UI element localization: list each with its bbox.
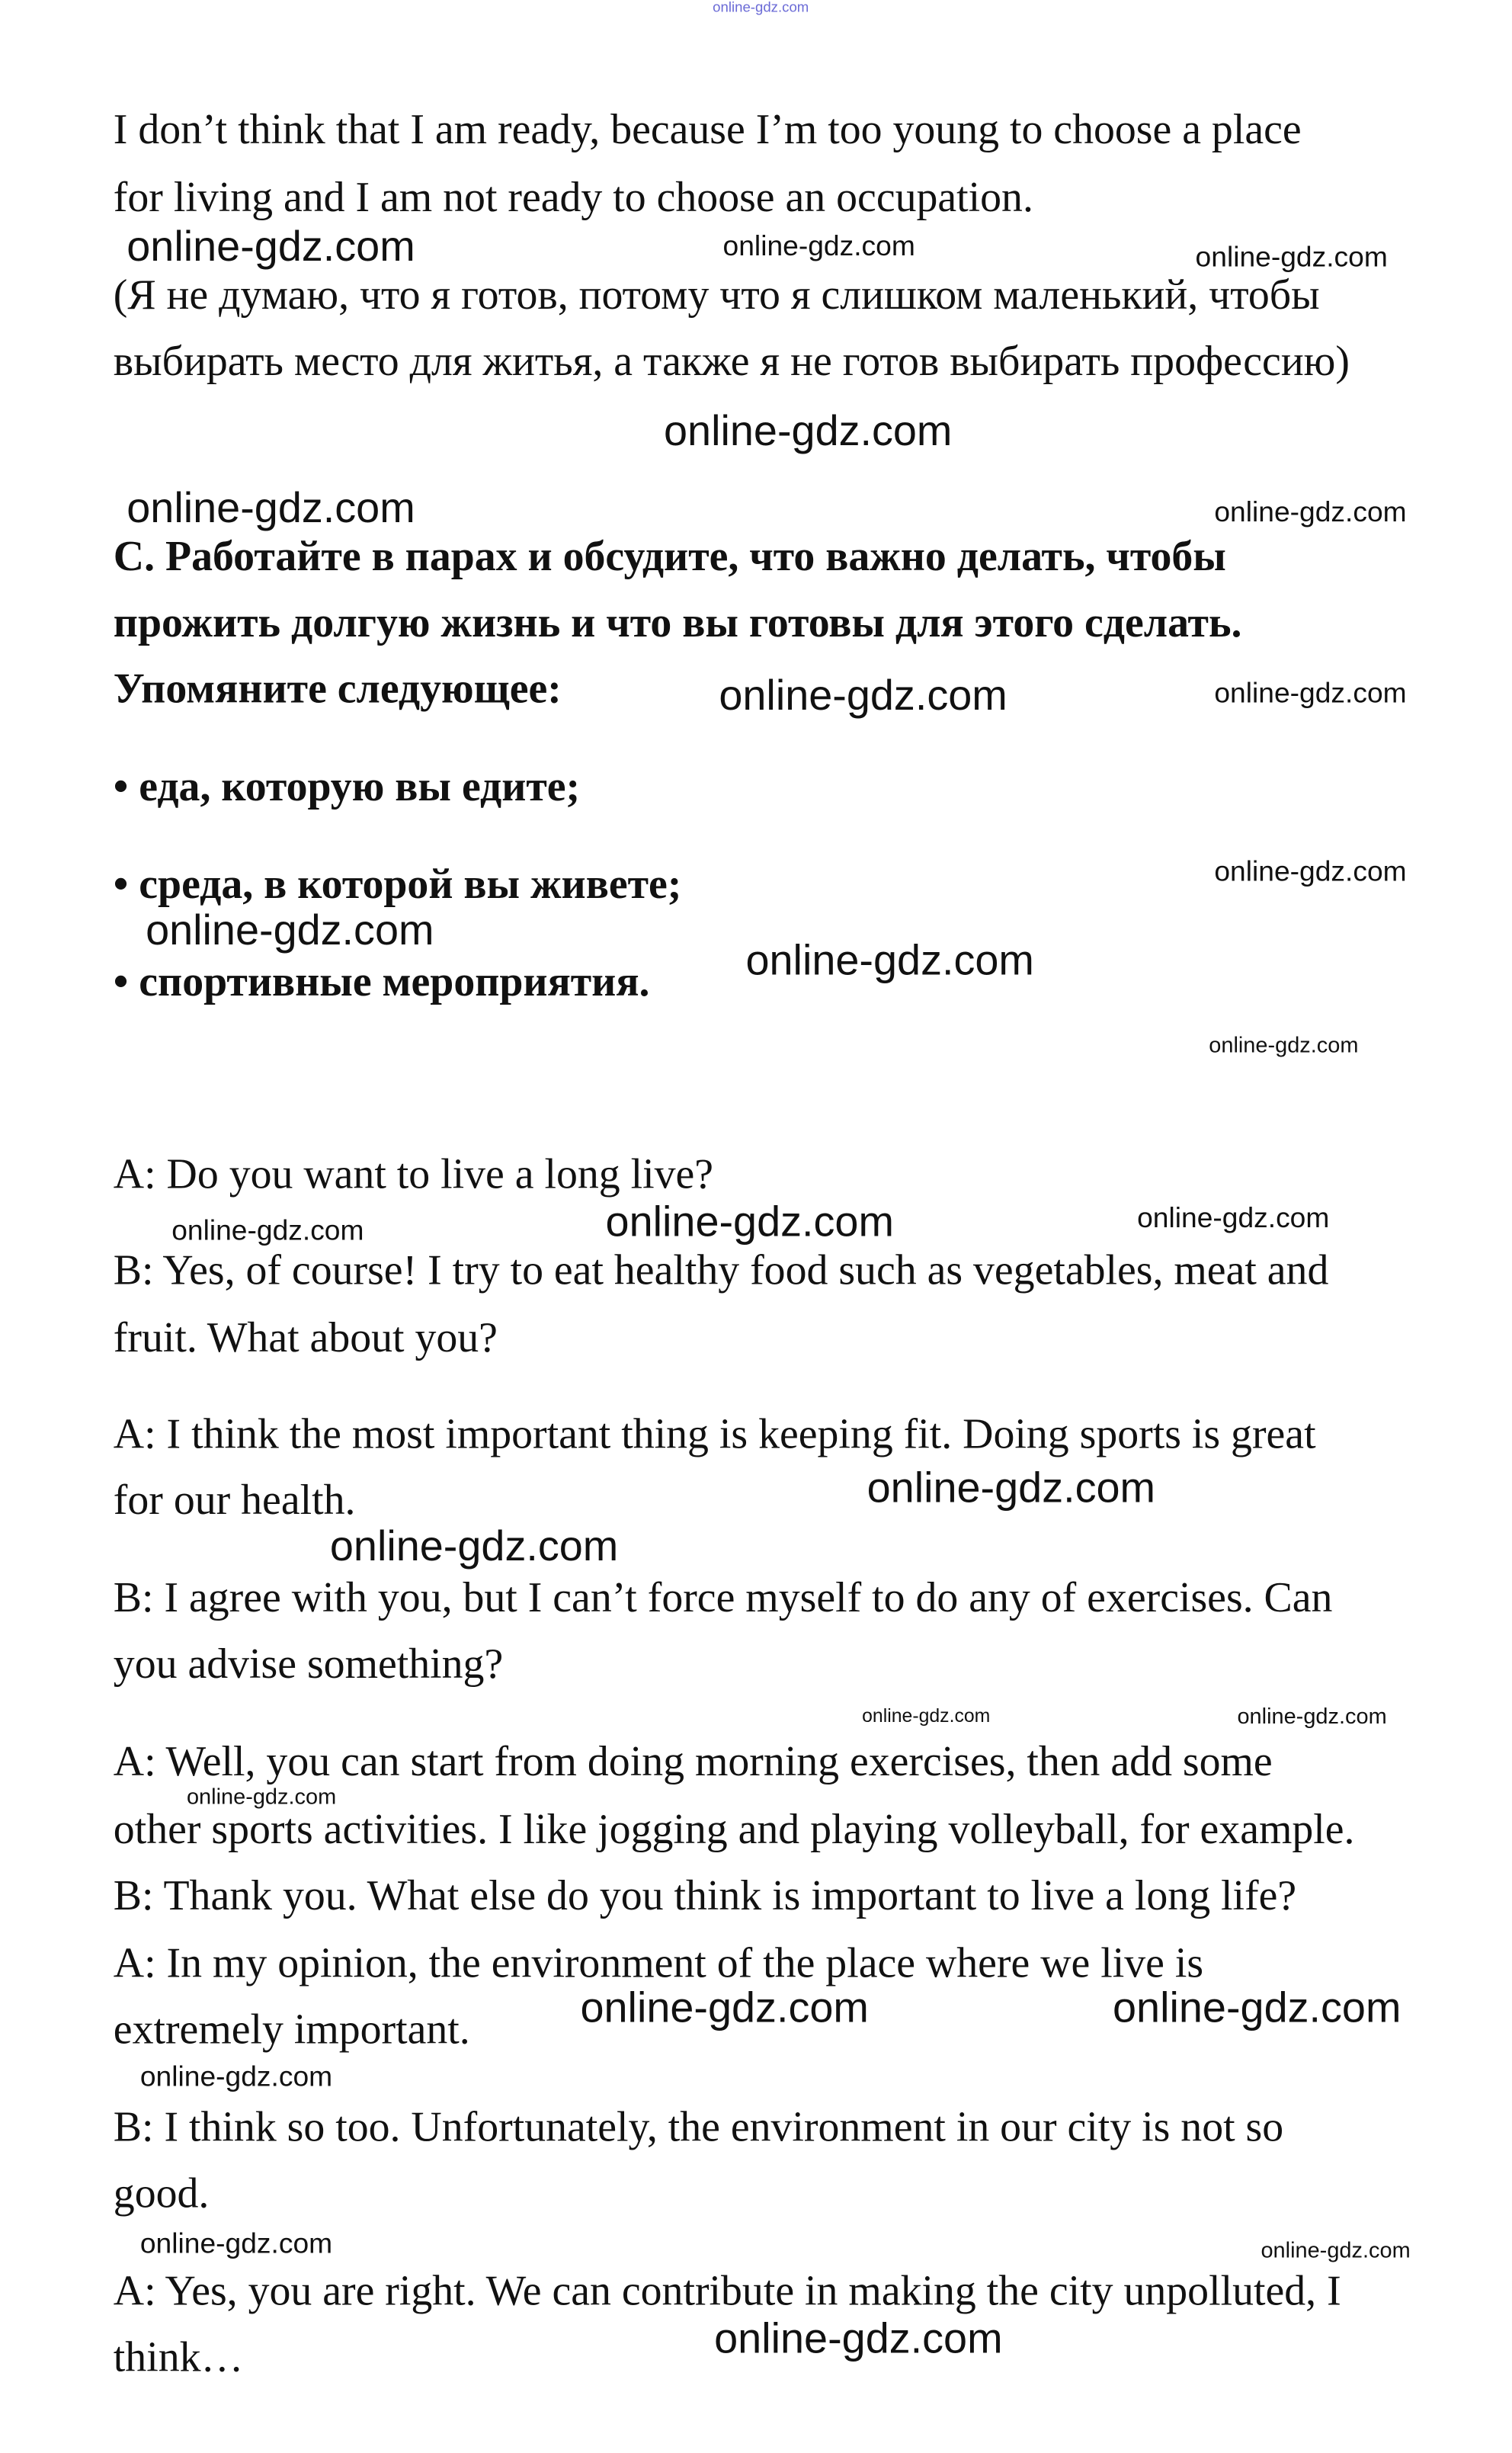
- dialogue-line: fruit. What about you?: [113, 1313, 498, 1361]
- answer-translation-line: (Я не думаю, что я готов, потому что я слишком маленький, чтобы: [113, 271, 1320, 319]
- task-heading: Упомяните следующее:: [113, 665, 562, 713]
- watermark: online-gdz.com: [1237, 1703, 1387, 1729]
- watermark: online-gdz.com: [1214, 496, 1407, 528]
- watermark: online-gdz.com: [1214, 855, 1407, 887]
- watermark: online-gdz.com: [722, 229, 915, 262]
- watermark: online-gdz.com: [127, 223, 415, 271]
- dialogue-line: B: I think so too. Unfortunately, the environment in our city is not so: [113, 2103, 1284, 2151]
- watermark: online-gdz.com: [1195, 241, 1388, 273]
- dialogue-line: A: I think the most important thing is keeping fit. Doing sports is great: [113, 1409, 1316, 1457]
- task-bullet: • спортивные мероприятия.: [113, 957, 650, 1005]
- answer-line: I don’t think that I am ready, because I’m too young to choose a place: [113, 105, 1302, 153]
- watermark: online-gdz.com: [719, 672, 1007, 720]
- watermark: online-gdz.com: [605, 1198, 894, 1246]
- dialogue-line: extremely important.: [113, 2005, 470, 2053]
- task-bullet: • среда, в которой вы живете;: [113, 860, 682, 908]
- watermark: online-gdz.com: [867, 1464, 1156, 1512]
- watermark: online-gdz.com: [127, 484, 415, 532]
- dialogue-line: other sports activities. I like jogging and playing volleyball, for example.: [113, 1805, 1355, 1853]
- dialogue-line: B: Thank you. What else do you think is important to live a long life?: [113, 1871, 1297, 1919]
- watermark: online-gdz.com: [745, 936, 1034, 984]
- dialogue-line: good.: [113, 2169, 210, 2217]
- dialogue-line: for our health.: [113, 1476, 356, 1524]
- dialogue-line: A: Yes, you are right. We can contribute in making the city unpolluted, I: [113, 2266, 1341, 2314]
- task-heading: прожить долгую жизнь и что вы готовы для этого сделать.: [113, 598, 1242, 646]
- watermark: online-gdz.com: [580, 1984, 869, 2032]
- answer-line: for living and I am not ready to choose an occupation.: [113, 173, 1033, 221]
- dialogue-line: A: Do you want to live a long live?: [113, 1150, 714, 1198]
- watermark: online-gdz.com: [1113, 1984, 1401, 2032]
- watermark: online-gdz.com: [139, 2060, 333, 2092]
- watermark: online-gdz.com: [1261, 2237, 1411, 2262]
- watermark: online-gdz.com: [146, 906, 434, 954]
- watermark: online-gdz.com: [1214, 677, 1407, 710]
- watermark: online-gdz.com: [171, 1214, 364, 1246]
- dialogue-line: A: Well, you can start from doing morning exercises, then add some: [113, 1737, 1273, 1785]
- watermark: online-gdz.com: [862, 1704, 991, 1727]
- watermark: online-gdz.com: [139, 2227, 333, 2259]
- watermark: online-gdz.com: [713, 0, 809, 15]
- task-heading: С. Работайте в парах и обсудите, что важно делать, чтобы: [113, 532, 1226, 580]
- dialogue-line: A: In my opinion, the environment of the place where we live is: [113, 1939, 1204, 1987]
- watermark: online-gdz.com: [714, 2315, 1003, 2363]
- task-bullet: • еда, которую вы едите;: [113, 762, 581, 810]
- watermark: online-gdz.com: [329, 1522, 619, 1570]
- dialogue-line: B: I agree with you, but I can’t force myself to do any of exercises. Can: [113, 1573, 1333, 1621]
- watermark: online-gdz.com: [1209, 1031, 1359, 1057]
- dialogue-line: you advise something?: [113, 1640, 504, 1688]
- watermark: online-gdz.com: [186, 1783, 337, 1809]
- answer-translation-line: выбирать место для житья, а также я не готов выбирать профессию): [113, 337, 1350, 385]
- dialogue-line: B: Yes, of course! I try to eat healthy food such as vegetables, meat and: [113, 1246, 1329, 1294]
- watermark: online-gdz.com: [1137, 1201, 1330, 1234]
- dialogue-line: think…: [113, 2333, 244, 2381]
- watermark: online-gdz.com: [664, 407, 953, 455]
